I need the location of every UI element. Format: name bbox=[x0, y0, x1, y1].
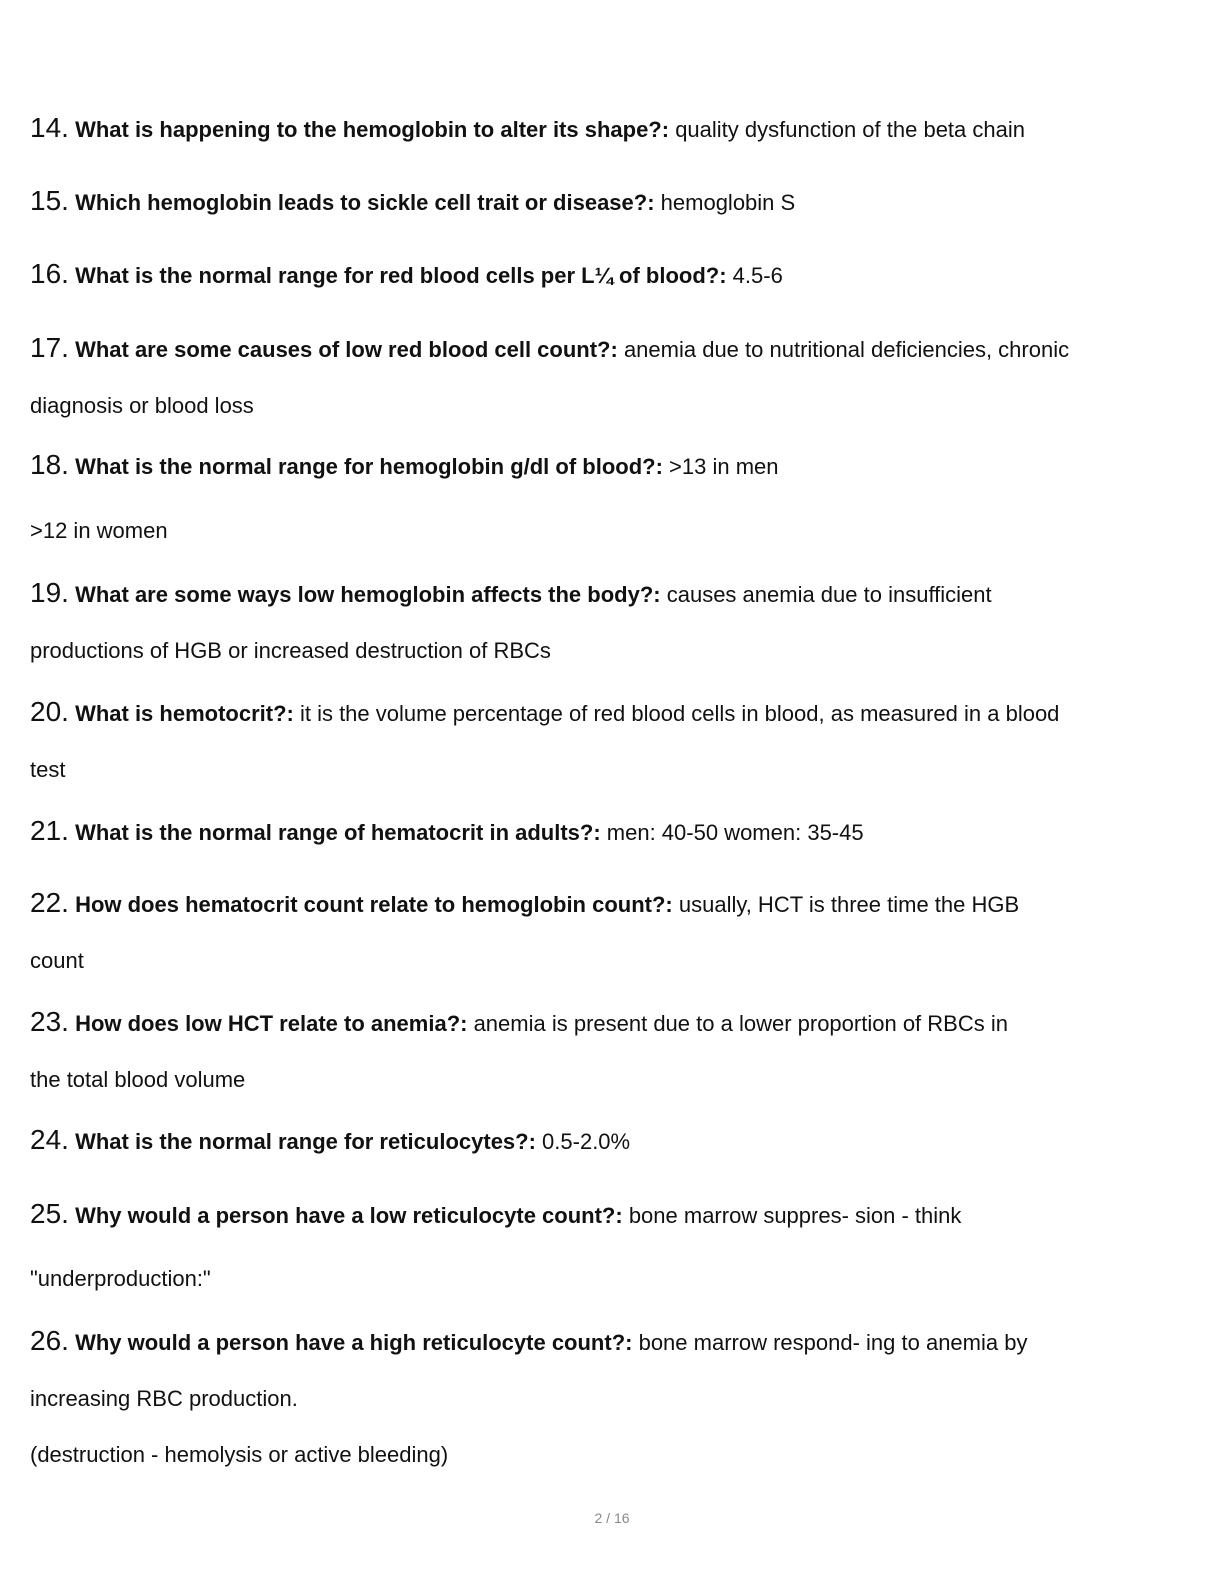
item-number: 22. bbox=[30, 887, 69, 918]
qa-line bbox=[30, 875, 1180, 933]
qa-item-14 bbox=[30, 100, 1180, 158]
qa-line bbox=[30, 1112, 1180, 1170]
answer-text: hemoglobin S bbox=[654, 190, 796, 215]
answer-continuation: (destruction - hemolysis or active bleeding) bbox=[30, 1442, 449, 1467]
item-number: 16. bbox=[30, 258, 69, 289]
qa-line bbox=[30, 565, 1180, 623]
answer-continuation: >12 in women bbox=[30, 518, 168, 543]
answer-text: >13 in men bbox=[662, 454, 779, 479]
qa-item-15 bbox=[30, 173, 1180, 231]
answer-text: bone marrow suppres- sion - think bbox=[622, 1203, 962, 1228]
question-text: What is the normal range for red blood cells per L¼ of blood?: bbox=[75, 263, 727, 288]
question-text: Why would a person have a low reticulocyte count?: bbox=[75, 1203, 623, 1228]
qa-line bbox=[30, 320, 1180, 378]
answer-continuation: increasing RBC production. bbox=[30, 1386, 298, 1411]
item-number: 17. bbox=[30, 332, 69, 363]
question-text: How does low HCT relate to anemia?: bbox=[75, 1011, 468, 1036]
item-number: 20. bbox=[30, 696, 69, 727]
item-number: 15. bbox=[30, 185, 69, 216]
qa-line bbox=[30, 994, 1180, 1052]
qa-item-18 bbox=[30, 437, 1180, 495]
qa-item-21 bbox=[30, 803, 1180, 861]
answer-text: quality dysfunction of the beta chain bbox=[669, 117, 1025, 142]
answer-text: 0.5-2.0% bbox=[535, 1129, 631, 1154]
qa-line bbox=[30, 1186, 1180, 1244]
question-text: What are some causes of low red blood cell count?: bbox=[75, 337, 618, 362]
question-text: How does hematocrit count relate to hemoglobin count?: bbox=[75, 892, 673, 917]
question-text: What is the normal range of hematocrit in adults?: bbox=[75, 820, 601, 845]
item-number: 26. bbox=[30, 1325, 69, 1356]
item-number: 14. bbox=[30, 112, 69, 143]
page-number: 2 / 16 bbox=[594, 1510, 630, 1526]
answer-continuation: "underproduction:" bbox=[30, 1266, 211, 1291]
answer-continuation: diagnosis or blood loss bbox=[30, 393, 254, 418]
question-text: Why would a person have a high reticulocyte count?: bbox=[75, 1330, 633, 1355]
answer-text: anemia due to nutritional deficiencies, chronic bbox=[617, 337, 1070, 362]
qa-item-26 bbox=[30, 1313, 1180, 1483]
qa-line bbox=[30, 684, 1180, 742]
item-number: 25. bbox=[30, 1198, 69, 1229]
qa-line bbox=[30, 437, 1180, 495]
answer-text: 4.5-6 bbox=[726, 263, 783, 288]
answer-continuation: productions of HGB or increased destruction of RBCs bbox=[30, 638, 551, 663]
answer-text: it is the volume percentage of red blood cells in blood, as measured in a blood bbox=[293, 701, 1060, 726]
qa-item-23 bbox=[30, 994, 1180, 1108]
qa-item-25 bbox=[30, 1186, 1180, 1244]
qa-line bbox=[30, 803, 1180, 861]
qa-line bbox=[30, 1313, 1180, 1371]
item-number: 21. bbox=[30, 815, 69, 846]
qa-line bbox=[30, 173, 1180, 231]
qa-item-16 bbox=[30, 246, 1180, 304]
qa-item-22 bbox=[30, 875, 1180, 989]
question-text: What is happening to the hemoglobin to alter its shape?: bbox=[75, 117, 670, 142]
item-number: 23. bbox=[30, 1006, 69, 1037]
qa-item-20 bbox=[30, 684, 1180, 798]
item-number: 19. bbox=[30, 577, 69, 608]
answer-text: men: 40-50 women: 35-45 bbox=[600, 820, 864, 845]
answer-text: causes anemia due to insufficient bbox=[660, 582, 992, 607]
qa-line bbox=[30, 100, 1180, 158]
question-text: What is the normal range for reticulocytes?: bbox=[75, 1129, 536, 1154]
question-text: What is hemotocrit?: bbox=[75, 701, 294, 726]
qa-item-17 bbox=[30, 320, 1180, 434]
answer-continuation: count bbox=[30, 948, 84, 973]
qa-item-19 bbox=[30, 565, 1180, 679]
answer-text: anemia is present due to a lower proportion of RBCs in bbox=[467, 1011, 1008, 1036]
answer-continuation: the total blood volume bbox=[30, 1067, 246, 1092]
question-text: Which hemoglobin leads to sickle cell trait or disease?: bbox=[75, 190, 655, 215]
answer-continuation: test bbox=[30, 757, 66, 782]
answer-text: usually, HCT is three time the HGB bbox=[672, 892, 1020, 917]
question-text: What are some ways low hemoglobin affects the body?: bbox=[75, 582, 661, 607]
item-number: 24. bbox=[30, 1124, 69, 1155]
answer-text: bone marrow respond- ing to anemia by bbox=[632, 1330, 1028, 1355]
item-number: 18. bbox=[30, 449, 69, 480]
question-text: What is the normal range for hemoglobin g/dl of blood?: bbox=[75, 454, 663, 479]
qa-item-24 bbox=[30, 1112, 1180, 1170]
qa-line bbox=[30, 246, 1180, 304]
